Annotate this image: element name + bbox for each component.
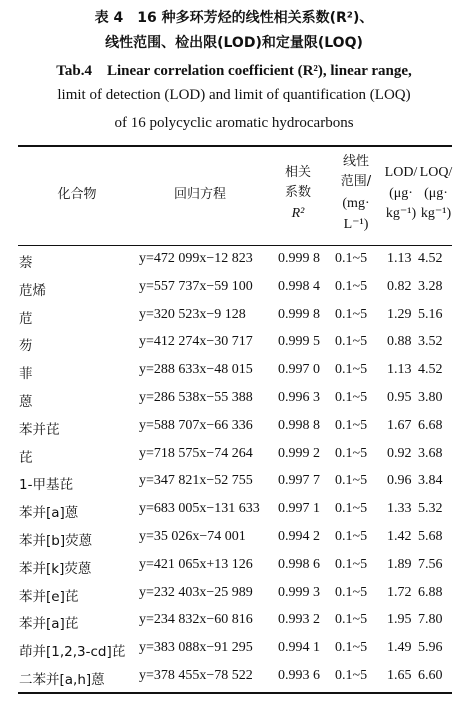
cell-loq: 3.80: [418, 389, 443, 405]
table-row: [0, 247, 468, 275]
table-row: [0, 330, 468, 358]
cell-lod: 1.13: [387, 362, 412, 378]
cell-range: 0.1~5: [335, 362, 368, 378]
cell-equation: y=412 274x−30 717: [139, 334, 253, 350]
table-row: [0, 553, 468, 581]
cell-r2: 0.998 8: [278, 417, 320, 433]
table-row: [0, 358, 468, 386]
cell-lod: 1.67: [387, 417, 412, 433]
cell-loq: 5.32: [418, 501, 443, 517]
cell-compound: 苊: [19, 310, 33, 327]
cell-range: 0.1~5: [335, 667, 368, 683]
cell-loq: 4.52: [418, 251, 443, 266]
table-row: [0, 303, 468, 331]
cell-lod: 1.13: [387, 251, 412, 266]
header-r2-symbol: R²: [291, 206, 305, 221]
cell-loq: 7.56: [418, 556, 443, 572]
cell-r2: 0.999 3: [278, 584, 320, 600]
caption-title-en-line2: limit of detection (LOD) and limit of quantification (LOQ): [57, 87, 411, 103]
table-row: [0, 636, 468, 664]
cell-range: 0.1~5: [335, 306, 368, 322]
cell-equation: y=557 737x−59 100: [139, 278, 253, 294]
cell-equation: y=232 403x−25 989: [139, 584, 253, 600]
cell-range: 0.1~5: [335, 612, 368, 628]
cell-range: 0.1~5: [335, 251, 368, 266]
cell-loq: 3.68: [418, 445, 443, 461]
cell-loq: 6.68: [418, 417, 443, 433]
table-row: [0, 525, 468, 553]
cell-r2: 0.993 2: [278, 612, 320, 628]
cell-range: 0.1~5: [335, 473, 368, 489]
cell-r2: 0.999 8: [278, 306, 320, 322]
cell-equation: y=383 088x−91 295: [139, 640, 253, 656]
table-body: [0, 247, 468, 692]
cell-equation: y=35 026x−74 001: [139, 528, 246, 544]
cell-lod: 1.33: [387, 501, 412, 517]
cell-lod: 0.82: [387, 278, 412, 294]
cell-equation: y=378 455x−78 522: [139, 667, 253, 683]
cell-equation: y=347 821x−52 755: [139, 473, 253, 489]
cell-loq: 5.96: [418, 640, 443, 656]
cell-range: 0.1~5: [335, 389, 368, 405]
cell-lod: 0.88: [387, 334, 412, 350]
header-lod-unit-line2: kg⁻¹): [385, 206, 417, 221]
cell-r2: 0.996 3: [278, 389, 320, 405]
header-r2-line1: 相关: [284, 165, 311, 180]
cell-r2: 0.998 6: [278, 556, 320, 572]
cell-compound: 芘: [19, 449, 33, 466]
cell-compound: 萘: [19, 255, 33, 271]
cell-r2: 0.999 8: [278, 251, 320, 266]
header-lod-line1: LOD/: [384, 165, 418, 180]
cell-loq: 3.52: [418, 334, 443, 350]
cell-compound: 1-甲基芘: [19, 477, 73, 494]
header-range-line2: 范围/: [340, 174, 372, 189]
caption-title-cn-line2: 线性范围、检出限(LOD)和定量限(LOQ): [105, 35, 363, 51]
cell-equation: y=588 707x−66 336: [139, 417, 253, 433]
cell-equation: y=421 065x+13 126: [139, 556, 253, 572]
cell-equation: y=472 099x−12 823: [139, 251, 253, 266]
table-row: [0, 469, 468, 497]
caption-title-en-line1: Tab.4 Linear correlation coefficient (R²), linear range,: [56, 63, 412, 79]
cell-lod: 1.89: [387, 556, 412, 572]
table-bottom-rule: [18, 692, 452, 694]
header-equation: 回归方程: [173, 187, 226, 202]
cell-r2: 0.999 2: [278, 445, 320, 461]
cell-lod: 1.65: [387, 667, 412, 683]
header-range-line1: 线性: [342, 154, 369, 169]
cell-compound: 蒽: [19, 393, 33, 410]
cell-compound: 苊烯: [19, 282, 46, 299]
cell-r2: 0.994 1: [278, 640, 320, 656]
cell-range: 0.1~5: [335, 528, 368, 544]
cell-loq: 5.16: [418, 306, 443, 322]
table-row: [0, 581, 468, 609]
cell-lod: 1.42: [387, 528, 412, 544]
table-row: [0, 386, 468, 414]
cell-lod: 1.95: [387, 612, 412, 628]
cell-r2: 0.993 6: [278, 667, 320, 683]
cell-lod: 1.72: [387, 584, 412, 600]
cell-lod: 0.95: [387, 389, 412, 405]
header-range-unit-line2: L⁻¹): [343, 217, 369, 232]
cell-r2: 0.997 1: [278, 501, 320, 517]
table-top-rule: [18, 145, 452, 147]
table-header-rule: [18, 245, 452, 246]
cell-loq: 5.68: [418, 528, 443, 544]
cell-r2: 0.994 2: [278, 528, 320, 544]
table-row: [0, 414, 468, 442]
cell-range: 0.1~5: [335, 640, 368, 656]
cell-equation: y=234 832x−60 816: [139, 612, 253, 628]
cell-equation: y=683 005x−131 633: [139, 501, 260, 517]
cell-loq: 3.28: [418, 278, 443, 294]
cell-compound: 苯并[k]荧蒽: [19, 560, 92, 577]
table-row: [0, 497, 468, 525]
cell-range: 0.1~5: [335, 501, 368, 517]
cell-range: 0.1~5: [335, 278, 368, 294]
cell-range: 0.1~5: [335, 445, 368, 461]
cell-loq: 6.88: [418, 584, 443, 600]
cell-range: 0.1~5: [335, 584, 368, 600]
cell-compound: 菲: [19, 366, 33, 383]
header-range-unit-line1: (mg·: [342, 196, 370, 211]
cell-range: 0.1~5: [335, 334, 368, 350]
cell-r2: 0.999 5: [278, 334, 320, 350]
table-row: [0, 664, 468, 692]
cell-loq: 7.80: [418, 612, 443, 628]
cell-range: 0.1~5: [335, 417, 368, 433]
header-loq-unit-line1: (μg·: [424, 186, 448, 201]
cell-lod: 1.29: [387, 306, 412, 322]
cell-compound: 芴: [19, 338, 33, 355]
header-r2-line2: 系数: [284, 185, 311, 200]
cell-equation: y=320 523x−9 128: [139, 306, 246, 322]
header-loq-line1: LOQ/: [419, 165, 453, 180]
cell-loq: 3.84: [418, 473, 443, 489]
cell-range: 0.1~5: [335, 556, 368, 572]
cell-equation: y=718 575x−74 264: [139, 445, 253, 461]
cell-r2: 0.997 7: [278, 473, 320, 489]
cell-compound: 苯并[e]芘: [19, 588, 79, 605]
cell-compound: 苯并[a]蒽: [19, 505, 79, 522]
cell-compound: 茚并[1,2,3-cd]芘: [19, 644, 126, 661]
header-lod-unit-line1: (μg·: [389, 186, 413, 201]
caption-title-cn-line1: 表 4 16 种多环芳烃的线性相关系数(R²)、: [94, 10, 374, 26]
cell-compound: 苯并[a]芘: [19, 616, 79, 633]
cell-lod: 0.92: [387, 445, 412, 461]
cell-loq: 4.52: [418, 362, 443, 378]
cell-r2: 0.997 0: [278, 362, 320, 378]
cell-lod: 1.49: [387, 640, 412, 656]
cell-loq: 6.60: [418, 667, 443, 683]
cell-compound: 二苯并[a,h]蒽: [19, 671, 105, 688]
cell-equation: y=286 538x−55 388: [139, 389, 253, 405]
caption-title-en-line3: of 16 polycyclic aromatic hydrocarbons: [114, 115, 354, 131]
cell-compound: 苯并[b]荧蒽: [19, 532, 93, 549]
header-loq-unit-line2: kg⁻¹): [420, 206, 452, 221]
cell-equation: y=288 633x−48 015: [139, 362, 253, 378]
table-row: [0, 442, 468, 470]
table-row: [0, 275, 468, 303]
cell-r2: 0.998 4: [278, 278, 320, 294]
table-row: [0, 608, 468, 636]
cell-compound: 苯并芘: [19, 421, 60, 438]
cell-lod: 0.96: [387, 473, 412, 489]
header-compound: 化合物: [57, 187, 97, 202]
